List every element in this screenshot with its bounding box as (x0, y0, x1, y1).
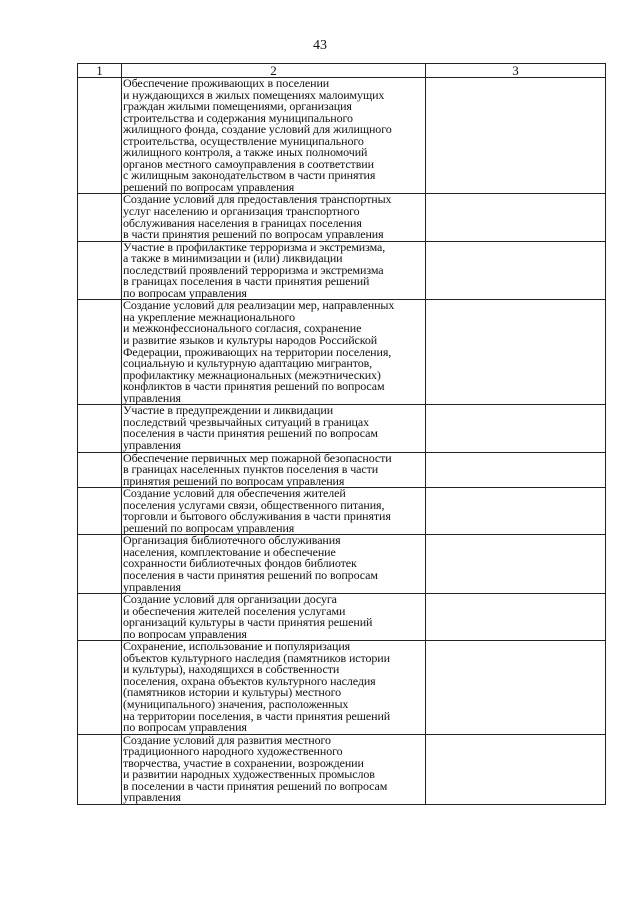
cell-empty (78, 535, 122, 594)
power-description: Организация библиотечного обслуживания населения, комплектование и обеспечение сохранности библиотечных фондов библиотек поселения в части принятия решений по вопросам управления (122, 535, 426, 594)
cell-empty (426, 734, 606, 804)
power-description: Создание условий для развития местного традиционного народного художественного творчества, участие в сохранении, возрождении и развитии народных художественных промыслов в поселении в части принятия решений по вопросам управления (122, 734, 426, 804)
table-row (78, 452, 606, 488)
table-row (78, 641, 606, 734)
table-row (78, 535, 606, 594)
cell-empty (78, 194, 122, 241)
power-description: Создание условий для организации досуга и обеспечения жителей поселения услугами организаций культуры в части принятия решений по вопросам управления (122, 594, 426, 641)
column-header-1: 1 (78, 64, 122, 78)
page-number: 43 (313, 38, 327, 53)
cell-empty (426, 488, 606, 535)
column-header-3: 3 (426, 64, 606, 78)
table-row (78, 78, 606, 194)
cell-empty (426, 535, 606, 594)
power-description: Участие в профилактике терроризма и экстремизма, а также в минимизации и (или) ликвидации последствий проявлений терроризма и экстремизма в границах поселения в части принятия решений по вопросам управления (122, 241, 426, 300)
power-description: Создание условий для обеспечения жителей поселения услугами связи, общественного питания, торговли и бытового обслуживания в части принятия решений по вопросам управления (122, 488, 426, 535)
cell-empty (78, 594, 122, 641)
power-description: Создание условий для предоставления транспортных услуг населению и организация транспортного обслуживания населения в границах поселения в части принятия решений по вопросам управления (122, 194, 426, 241)
cell-empty (78, 452, 122, 488)
table-row (78, 194, 606, 241)
cell-empty (426, 194, 606, 241)
cell-empty (426, 300, 606, 405)
table-row (78, 241, 606, 300)
column-header-2: 2 (122, 64, 426, 78)
cell-empty (78, 734, 122, 804)
cell-empty (426, 405, 606, 452)
table-row (78, 488, 606, 535)
cell-empty (78, 78, 122, 194)
power-description: Создание условий для реализации мер, направленных на укрепление межнационального и межконфессионального согласия, сохранение и развитие языков и культуры народов Российской Федерации, проживающих на территории поселения, социальную и культурную адаптацию мигрантов, профилактику межнациональных (межэтнических) конфликтов в части принятия решений по вопросам управления (122, 300, 426, 405)
cell-empty (426, 241, 606, 300)
power-description: Обеспечение проживающих в поселении и нуждающихся в жилых помещениях малоимущих граждан жилыми помещениями, организация строительства и содержания муниципального жилищного фонда, создание условий для жилищного строительства, осуществление муниципального жилищного контроля, а также иных полномочий органов местного самоуправления в соответствии с жилищным законодательством в части принятия решений по вопросам управления (122, 78, 426, 194)
cell-empty (78, 300, 122, 405)
cell-empty (78, 641, 122, 734)
cell-empty (426, 452, 606, 488)
table-row (78, 594, 606, 641)
power-description: Обеспечение первичных мер пожарной безопасности в границах населенных пунктов поселения в части принятия решений по вопросам управления (122, 452, 426, 488)
table-row (78, 300, 606, 405)
power-description: Участие в предупреждении и ликвидации последствий чрезвычайных ситуаций в границах поселения в части принятия решений по вопросам управления (122, 405, 426, 452)
cell-empty (426, 641, 606, 734)
cell-empty (426, 594, 606, 641)
cell-empty (78, 241, 122, 300)
powers-table (77, 63, 606, 805)
cell-empty (78, 488, 122, 535)
cell-empty (426, 78, 606, 194)
power-description: Сохранение, использование и популяризация объектов культурного наследия (памятников истории и культуры), находящихся в собственности поселения, охрана объектов культурного наследия (памятников истории и культуры) местного (муниципального) значения, расположенных на территории поселения, в части принятия решений по вопросам управления (122, 641, 426, 734)
table-row (78, 405, 606, 452)
table-row (78, 734, 606, 804)
cell-empty (78, 405, 122, 452)
